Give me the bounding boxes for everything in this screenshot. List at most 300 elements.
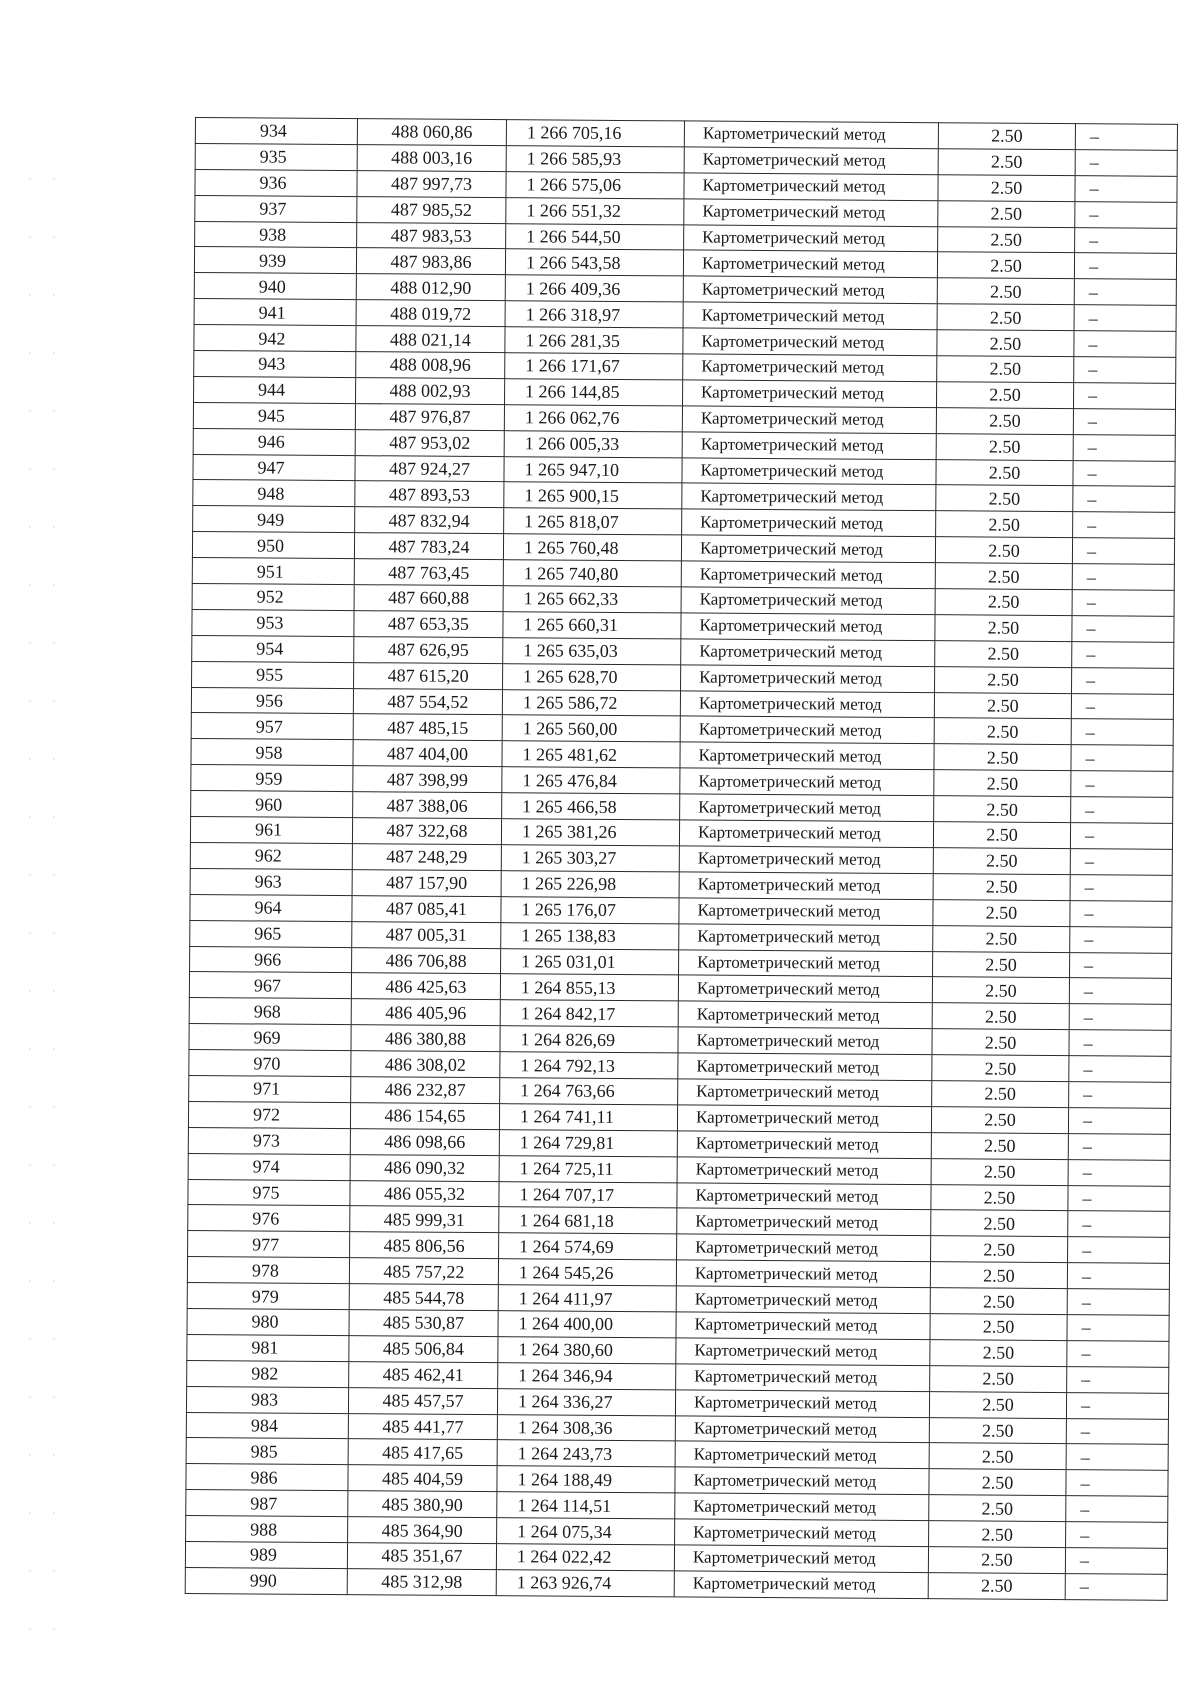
- coordinate-y-cell: 1 264 545,26: [498, 1259, 676, 1286]
- description-cell: –: [1066, 1392, 1168, 1419]
- description-cell: –: [1065, 1548, 1167, 1575]
- coordinate-x-cell: 487 893,53: [355, 481, 504, 508]
- accuracy-cell: 2.50: [936, 433, 1073, 460]
- description-cell: –: [1072, 564, 1174, 591]
- method-cell: Картометрический метод: [684, 173, 938, 201]
- coordinate-x-cell: 485 441,77: [348, 1413, 497, 1440]
- method-cell: Картометрический метод: [677, 1208, 931, 1236]
- coordinate-y-cell: 1 265 586,72: [502, 689, 680, 716]
- method-cell: Картометрический метод: [680, 716, 934, 744]
- method-cell: Картометрический метод: [679, 846, 933, 874]
- scan-margin-noise: [18, 150, 58, 1650]
- accuracy-cell: 2.50: [933, 848, 1070, 875]
- accuracy-cell: 2.50: [932, 1029, 1069, 1056]
- description-cell: –: [1073, 460, 1175, 487]
- coordinate-x-cell: 485 544,78: [349, 1284, 498, 1311]
- point-number-cell: 946: [193, 428, 355, 455]
- coordinate-x-cell: 487 653,35: [354, 611, 503, 638]
- method-cell: Картометрический метод: [680, 742, 934, 770]
- method-cell: Картометрический метод: [681, 613, 935, 641]
- coordinate-x-cell: 486 706,88: [352, 947, 501, 974]
- description-cell: –: [1070, 823, 1172, 850]
- point-number-cell: 954: [192, 635, 354, 662]
- point-number-cell: 966: [190, 946, 352, 973]
- coordinate-y-cell: 1 265 481,62: [502, 741, 680, 768]
- method-cell: Картометрический метод: [680, 690, 934, 718]
- description-cell: –: [1066, 1496, 1168, 1523]
- method-cell: Картометрический метод: [678, 975, 932, 1003]
- coordinate-x-cell: 487 398,99: [353, 766, 502, 793]
- point-number-cell: 964: [190, 894, 352, 921]
- coordinate-y-cell: 1 266 705,16: [506, 120, 684, 147]
- accuracy-cell: 2.50: [937, 252, 1074, 279]
- coordinate-x-cell: 487 554,52: [353, 688, 502, 715]
- point-number-cell: 985: [186, 1438, 348, 1465]
- accuracy-cell: 2.50: [928, 1573, 1065, 1600]
- point-number-cell: 960: [191, 791, 353, 818]
- point-number-cell: 948: [193, 480, 355, 507]
- point-number-cell: 983: [186, 1386, 348, 1413]
- accuracy-cell: 2.50: [934, 770, 1071, 797]
- description-cell: –: [1069, 1030, 1171, 1057]
- point-number-cell: 976: [188, 1205, 350, 1232]
- coordinate-y-cell: 1 264 792,13: [500, 1052, 678, 1079]
- point-number-cell: 938: [195, 221, 357, 248]
- description-cell: –: [1068, 1159, 1170, 1186]
- coordinate-x-cell: 487 626,95: [354, 636, 503, 663]
- point-number-cell: 943: [194, 351, 356, 378]
- coordinate-x-cell: 487 085,41: [352, 895, 501, 922]
- coordinate-x-cell: 487 157,90: [352, 869, 501, 896]
- description-cell: –: [1068, 1107, 1170, 1134]
- coordinate-x-cell: 487 615,20: [354, 662, 503, 689]
- point-number-cell: 969: [189, 1024, 351, 1051]
- accuracy-cell: 2.50: [931, 1210, 1068, 1237]
- point-number-cell: 939: [194, 247, 356, 274]
- coordinate-x-cell: 486 090,32: [350, 1154, 499, 1181]
- coordinate-x-cell: 488 060,86: [357, 119, 506, 146]
- description-cell: –: [1071, 667, 1173, 694]
- point-number-cell: 970: [189, 1050, 351, 1077]
- coordinate-x-cell: 485 462,41: [349, 1361, 498, 1388]
- method-cell: Картометрический метод: [675, 1415, 929, 1443]
- point-number-cell: 965: [190, 920, 352, 947]
- coordinate-y-cell: 1 264 380,60: [498, 1337, 676, 1364]
- point-number-cell: 942: [194, 325, 356, 352]
- accuracy-cell: 2.50: [937, 330, 1074, 357]
- accuracy-cell: 2.50: [931, 1132, 1068, 1159]
- point-number-cell: 945: [193, 402, 355, 429]
- coordinate-x-cell: 486 232,87: [351, 1077, 500, 1104]
- coordinate-y-cell: 1 264 725,11: [499, 1155, 677, 1182]
- method-cell: Картометрический метод: [684, 147, 938, 175]
- method-cell: Картометрический метод: [681, 665, 935, 693]
- point-number-cell: 971: [189, 1075, 351, 1102]
- point-number-cell: 989: [185, 1541, 347, 1568]
- method-cell: Картометрический метод: [677, 1182, 931, 1210]
- method-cell: Картометрический метод: [682, 380, 936, 408]
- point-number-cell: 982: [187, 1360, 349, 1387]
- method-cell: Картометрический метод: [676, 1260, 930, 1288]
- description-cell: –: [1067, 1366, 1169, 1393]
- point-number-cell: 978: [187, 1257, 349, 1284]
- coordinate-y-cell: 1 266 575,06: [506, 171, 684, 198]
- coordinate-x-cell: 485 351,67: [347, 1543, 496, 1570]
- point-number-cell: 959: [191, 765, 353, 792]
- method-cell: Картометрический метод: [683, 276, 937, 304]
- coordinate-x-cell: 487 485,15: [353, 714, 502, 741]
- description-cell: –: [1065, 1573, 1167, 1600]
- point-number-cell: 956: [191, 687, 353, 714]
- description-cell: –: [1070, 952, 1172, 979]
- coordinate-y-cell: 1 265 138,83: [501, 922, 679, 949]
- description-cell: –: [1075, 175, 1177, 202]
- description-cell: –: [1072, 538, 1174, 565]
- accuracy-cell: 2.50: [929, 1521, 1066, 1548]
- coordinate-y-cell: 1 264 022,42: [496, 1544, 674, 1571]
- point-number-cell: 941: [194, 299, 356, 326]
- accuracy-cell: 2.50: [930, 1365, 1067, 1392]
- description-cell: –: [1071, 745, 1173, 772]
- method-cell: Картометрический метод: [681, 587, 935, 615]
- accuracy-cell: 2.50: [938, 200, 1075, 227]
- coordinate-x-cell: 488 003,16: [357, 145, 506, 172]
- method-cell: Картометрический метод: [683, 354, 937, 382]
- accuracy-cell: 2.50: [937, 356, 1074, 383]
- description-cell: –: [1073, 486, 1175, 513]
- point-number-cell: 979: [187, 1283, 349, 1310]
- accuracy-cell: 2.50: [936, 485, 1073, 512]
- point-number-cell: 955: [192, 661, 354, 688]
- method-cell: Картометрический метод: [675, 1519, 929, 1547]
- coordinate-y-cell: 1 264 114,51: [497, 1492, 675, 1519]
- method-cell: Картометрический метод: [674, 1571, 928, 1599]
- method-cell: Картометрический метод: [684, 121, 938, 149]
- coordinate-x-cell: 488 019,72: [356, 300, 505, 327]
- coordinate-y-cell: 1 265 226,98: [501, 870, 679, 897]
- coordinate-y-cell: 1 264 763,66: [500, 1078, 678, 1105]
- coordinate-y-cell: 1 265 628,70: [503, 663, 681, 690]
- coordinate-y-cell: 1 264 741,11: [499, 1103, 677, 1130]
- description-cell: –: [1066, 1418, 1168, 1445]
- coordinate-y-cell: 1 264 400,00: [498, 1311, 676, 1338]
- method-cell: Картометрический метод: [676, 1338, 930, 1366]
- description-cell: –: [1069, 1004, 1171, 1031]
- accuracy-cell: 2.50: [933, 951, 1070, 978]
- method-cell: Картометрический метод: [682, 483, 936, 511]
- coordinate-x-cell: 486 405,96: [351, 999, 500, 1026]
- accuracy-cell: 2.50: [935, 537, 1072, 564]
- coordinate-y-cell: 1 264 826,69: [500, 1026, 678, 1053]
- coordinate-x-cell: 485 457,57: [348, 1387, 497, 1414]
- method-cell: Картометрический метод: [679, 820, 933, 848]
- method-cell: Картометрический метод: [679, 924, 933, 952]
- accuracy-cell: 2.50: [938, 149, 1075, 176]
- coordinate-x-cell: 487 783,24: [354, 533, 503, 560]
- coordinate-y-cell: 1 265 947,10: [504, 456, 682, 483]
- coordinate-x-cell: 486 154,65: [350, 1102, 499, 1129]
- point-number-cell: 957: [191, 713, 353, 740]
- description-cell: –: [1074, 305, 1176, 332]
- coordinate-x-cell: 486 098,66: [350, 1128, 499, 1155]
- coordinate-x-cell: 486 055,32: [350, 1180, 499, 1207]
- coordinate-y-cell: 1 266 171,67: [505, 353, 683, 380]
- coordinate-y-cell: 1 264 346,94: [498, 1362, 676, 1389]
- description-cell: –: [1069, 978, 1171, 1005]
- coordinate-x-cell: 487 983,86: [356, 248, 505, 275]
- point-number-cell: 973: [188, 1127, 350, 1154]
- coordinate-x-cell: 487 322,68: [352, 818, 501, 845]
- description-cell: –: [1071, 719, 1173, 746]
- coordinate-y-cell: 1 265 662,33: [503, 586, 681, 613]
- point-number-cell: 949: [193, 506, 355, 533]
- coordinate-x-cell: 485 417,65: [348, 1439, 497, 1466]
- accuracy-cell: 2.50: [934, 718, 1071, 745]
- accuracy-cell: 2.50: [935, 640, 1072, 667]
- point-number-cell: 975: [188, 1179, 350, 1206]
- description-cell: –: [1074, 279, 1176, 306]
- coordinate-x-cell: 487 832,94: [355, 507, 504, 534]
- coordinate-y-cell: 1 265 031,01: [501, 948, 679, 975]
- description-cell: –: [1069, 1082, 1171, 1109]
- accuracy-cell: 2.50: [930, 1340, 1067, 1367]
- table-row: [185, 1567, 1167, 1600]
- description-cell: –: [1072, 641, 1174, 668]
- coordinate-x-cell: 488 021,14: [356, 326, 505, 353]
- accuracy-cell: 2.50: [933, 874, 1070, 901]
- coordinates-table-body: [185, 118, 1177, 1601]
- accuracy-cell: 2.50: [935, 589, 1072, 616]
- accuracy-cell: 2.50: [937, 278, 1074, 305]
- coordinate-y-cell: 1 265 818,07: [504, 508, 682, 535]
- accuracy-cell: 2.50: [936, 407, 1073, 434]
- method-cell: Картометрический метод: [678, 1079, 932, 1107]
- coordinate-y-cell: 1 264 574,69: [499, 1233, 677, 1260]
- accuracy-cell: 2.50: [933, 899, 1070, 926]
- coordinate-x-cell: 485 380,90: [348, 1491, 497, 1518]
- coordinate-y-cell: 1 264 681,18: [499, 1207, 677, 1234]
- method-cell: Картометрический метод: [679, 898, 933, 926]
- point-number-cell: 935: [195, 143, 357, 170]
- method-cell: Картометрический метод: [682, 457, 936, 485]
- method-cell: Картометрический метод: [676, 1286, 930, 1314]
- coordinate-x-cell: 487 983,53: [357, 222, 506, 249]
- coordinate-y-cell: 1 266 005,33: [504, 430, 682, 457]
- accuracy-cell: 2.50: [931, 1158, 1068, 1185]
- point-number-cell: 953: [192, 609, 354, 636]
- point-number-cell: 967: [189, 972, 351, 999]
- method-cell: Картометрический метод: [683, 328, 937, 356]
- accuracy-cell: 2.50: [932, 1055, 1069, 1082]
- coordinate-x-cell: 485 530,87: [349, 1310, 498, 1337]
- point-number-cell: 984: [186, 1412, 348, 1439]
- method-cell: Картометрический метод: [683, 302, 937, 330]
- description-cell: –: [1070, 900, 1172, 927]
- point-number-cell: 988: [186, 1516, 348, 1543]
- accuracy-cell: 2.50: [931, 1107, 1068, 1134]
- coordinate-y-cell: 1 264 075,34: [497, 1518, 675, 1545]
- description-cell: –: [1074, 357, 1176, 384]
- accuracy-cell: 2.50: [932, 1003, 1069, 1030]
- accuracy-cell: 2.50: [935, 615, 1072, 642]
- point-number-cell: 961: [190, 817, 352, 844]
- description-cell: –: [1066, 1522, 1168, 1549]
- coordinate-x-cell: 485 404,59: [348, 1465, 497, 1492]
- point-number-cell: 951: [192, 558, 354, 585]
- description-cell: –: [1069, 1056, 1171, 1083]
- accuracy-cell: 2.50: [934, 744, 1071, 771]
- description-cell: –: [1068, 1237, 1170, 1264]
- accuracy-cell: 2.50: [931, 1236, 1068, 1263]
- method-cell: Картометрический метод: [684, 199, 938, 227]
- description-cell: –: [1075, 227, 1177, 254]
- coordinate-x-cell: 485 757,22: [349, 1258, 498, 1285]
- description-cell: –: [1067, 1263, 1169, 1290]
- coordinate-y-cell: 1 264 308,36: [497, 1414, 675, 1441]
- accuracy-cell: 2.50: [935, 563, 1072, 590]
- coordinate-x-cell: 488 002,93: [356, 378, 505, 405]
- method-cell: Картометрический метод: [681, 639, 935, 667]
- accuracy-cell: 2.50: [933, 925, 1070, 952]
- coordinate-y-cell: 1 266 585,93: [506, 146, 684, 173]
- coordinate-y-cell: 1 264 243,73: [497, 1440, 675, 1467]
- coordinate-y-cell: 1 266 144,85: [505, 379, 683, 406]
- coordinate-y-cell: 1 265 760,48: [503, 534, 681, 561]
- method-cell: Картометрический метод: [683, 250, 937, 278]
- coordinate-y-cell: 1 266 409,36: [505, 275, 683, 302]
- method-cell: Картометрический метод: [676, 1312, 930, 1340]
- accuracy-cell: 2.50: [938, 174, 1075, 201]
- accuracy-cell: 2.50: [935, 666, 1072, 693]
- method-cell: Картометрический метод: [675, 1390, 929, 1418]
- coordinate-x-cell: 485 506,84: [349, 1335, 498, 1362]
- coordinate-y-cell: 1 266 062,76: [504, 404, 682, 431]
- coordinate-y-cell: 1 265 381,26: [501, 819, 679, 846]
- coordinate-x-cell: 488 012,90: [356, 274, 505, 301]
- description-cell: –: [1074, 331, 1176, 358]
- point-number-cell: 944: [194, 376, 356, 403]
- coordinate-x-cell: 487 924,27: [355, 455, 504, 482]
- coordinate-y-cell: 1 265 560,00: [502, 715, 680, 742]
- description-cell: –: [1075, 124, 1177, 151]
- method-cell: Картометрический метод: [677, 1234, 931, 1262]
- method-cell: Картометрический метод: [679, 872, 933, 900]
- point-number-cell: 962: [190, 842, 352, 869]
- coordinate-y-cell: 1 264 411,97: [498, 1285, 676, 1312]
- coordinate-x-cell: 485 999,31: [350, 1206, 499, 1233]
- coordinate-x-cell: 485 806,56: [350, 1232, 499, 1259]
- description-cell: –: [1067, 1315, 1169, 1342]
- point-number-cell: 934: [195, 118, 357, 145]
- coordinate-y-cell: 1 265 303,27: [501, 845, 679, 872]
- description-cell: –: [1071, 693, 1173, 720]
- coordinate-x-cell: 487 763,45: [354, 559, 503, 586]
- method-cell: Картометрический метод: [680, 768, 934, 796]
- point-number-cell: 974: [188, 1153, 350, 1180]
- point-number-cell: 947: [193, 454, 355, 481]
- description-cell: –: [1067, 1289, 1169, 1316]
- description-cell: –: [1066, 1470, 1168, 1497]
- accuracy-cell: 2.50: [932, 1081, 1069, 1108]
- coordinates-table: [185, 117, 1178, 1601]
- description-cell: –: [1071, 771, 1173, 798]
- coordinate-x-cell: 487 404,00: [353, 740, 502, 767]
- description-cell: –: [1073, 408, 1175, 435]
- coordinate-y-cell: 1 265 476,84: [502, 767, 680, 794]
- coordinate-x-cell: 487 953,02: [355, 429, 504, 456]
- coordinate-y-cell: 1 265 635,03: [503, 637, 681, 664]
- coordinate-x-cell: 486 425,63: [351, 973, 500, 1000]
- point-number-cell: 990: [185, 1567, 347, 1594]
- description-cell: –: [1072, 590, 1174, 617]
- description-cell: –: [1073, 512, 1175, 539]
- description-cell: –: [1070, 874, 1172, 901]
- point-number-cell: 972: [188, 1101, 350, 1128]
- method-cell: Картометрический метод: [674, 1545, 928, 1573]
- coordinate-y-cell: 1 266 544,50: [506, 223, 684, 250]
- coordinate-x-cell: 485 312,98: [347, 1568, 496, 1595]
- accuracy-cell: 2.50: [936, 459, 1073, 486]
- accuracy-cell: 2.50: [929, 1417, 1066, 1444]
- point-number-cell: 937: [195, 195, 357, 222]
- point-number-cell: 986: [186, 1464, 348, 1491]
- method-cell: Картометрический метод: [677, 1131, 931, 1159]
- coordinate-y-cell: 1 266 281,35: [505, 327, 683, 354]
- method-cell: Картометрический метод: [678, 1001, 932, 1029]
- coordinate-x-cell: 488 008,96: [356, 352, 505, 379]
- point-number-cell: 980: [187, 1308, 349, 1335]
- accuracy-cell: 2.50: [929, 1391, 1066, 1418]
- accuracy-cell: 2.50: [929, 1443, 1066, 1470]
- coordinate-y-cell: 1 264 707,17: [499, 1181, 677, 1208]
- coordinate-y-cell: 1 263 926,74: [496, 1570, 674, 1597]
- accuracy-cell: 2.50: [938, 226, 1075, 253]
- accuracy-cell: 2.50: [930, 1262, 1067, 1289]
- description-cell: –: [1070, 926, 1172, 953]
- coordinate-x-cell: 487 985,52: [357, 196, 506, 223]
- coordinate-y-cell: 1 266 551,32: [506, 197, 684, 224]
- method-cell: Картометрический метод: [682, 432, 936, 460]
- description-cell: –: [1075, 201, 1177, 228]
- coordinate-y-cell: 1 265 466,58: [502, 793, 680, 820]
- method-cell: Картометрический метод: [679, 949, 933, 977]
- coordinate-y-cell: 1 265 900,15: [504, 482, 682, 509]
- point-number-cell: 958: [191, 739, 353, 766]
- coordinate-x-cell: 487 976,87: [355, 403, 504, 430]
- point-number-cell: 981: [187, 1334, 349, 1361]
- accuracy-cell: 2.50: [937, 304, 1074, 331]
- point-number-cell: 963: [190, 868, 352, 895]
- point-number-cell: 968: [189, 998, 351, 1025]
- accuracy-cell: 2.50: [938, 123, 1075, 150]
- description-cell: –: [1071, 797, 1173, 824]
- point-number-cell: 940: [194, 273, 356, 300]
- point-number-cell: 987: [186, 1490, 348, 1517]
- description-cell: –: [1066, 1444, 1168, 1471]
- coordinate-y-cell: 1 265 740,80: [503, 560, 681, 587]
- accuracy-cell: 2.50: [932, 977, 1069, 1004]
- description-cell: –: [1073, 434, 1175, 461]
- method-cell: Картометрический метод: [684, 224, 938, 252]
- method-cell: Картометрический метод: [675, 1493, 929, 1521]
- coordinate-x-cell: 486 308,02: [351, 1051, 500, 1078]
- description-cell: –: [1074, 253, 1176, 280]
- method-cell: Картометрический метод: [677, 1157, 931, 1185]
- coordinate-x-cell: 487 005,31: [352, 921, 501, 948]
- coordinate-x-cell: 487 248,29: [352, 844, 501, 871]
- method-cell: Картометрический метод: [682, 509, 936, 537]
- coordinate-x-cell: 487 997,73: [357, 170, 506, 197]
